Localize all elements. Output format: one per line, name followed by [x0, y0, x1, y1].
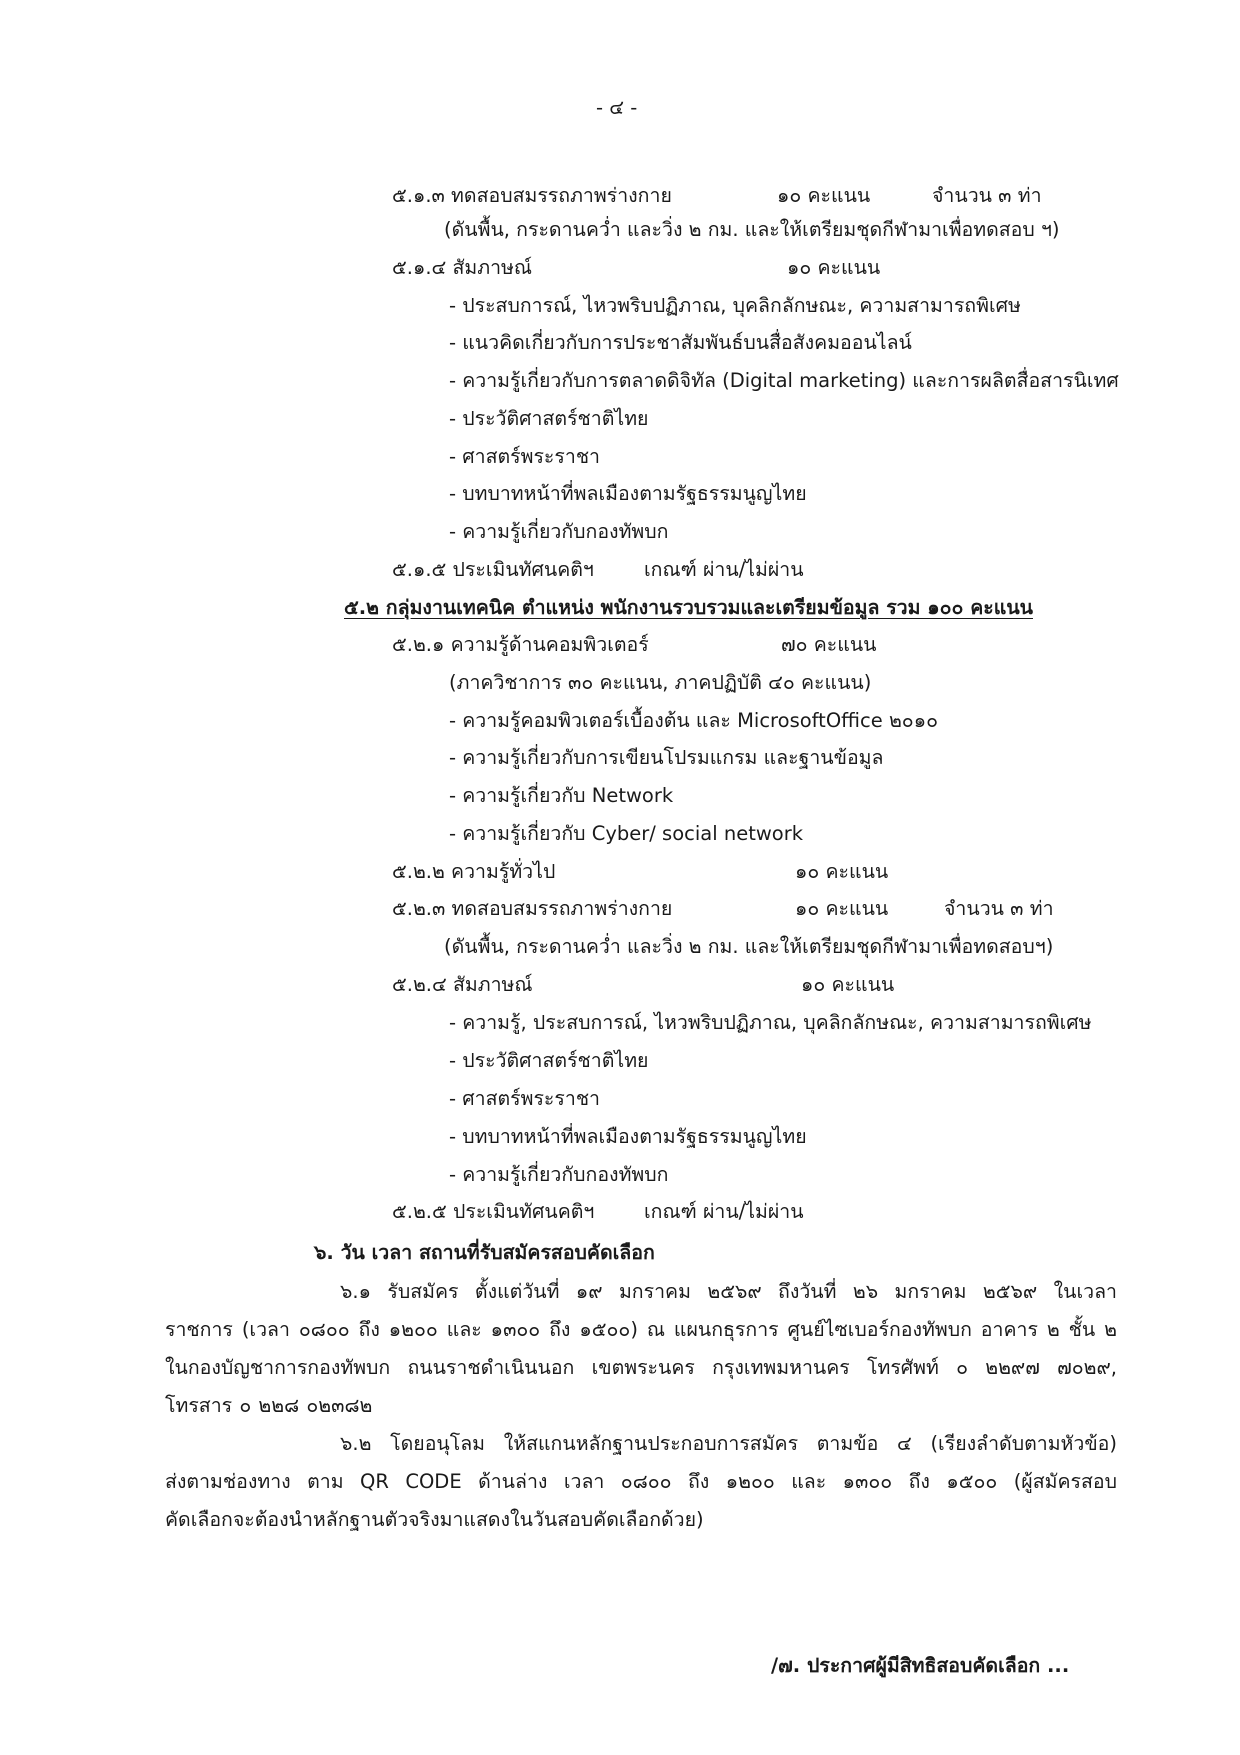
- item-5-1-4-bullet: - แนวคิดเกี่ยวกับการประชาสัมพันธ์บนสื่อสังคมออนไลน์: [449, 331, 912, 354]
- item-5-1-5-label: ๕.๑.๕ ประเมินทัศนคติฯ: [392, 558, 594, 581]
- item-5-2-4-bullet: - ความรู้เกี่ยวกับกองทัพบก: [449, 1163, 669, 1186]
- item-5-1-4-bullet: - บทบาทหน้าที่พลเมืองตามรัฐธรรมนูญไทย: [449, 482, 807, 505]
- item-5-1-3-note: (ดันพื้น, กระดานคว่ำ และวิ่ง ๒ กม. และให้เตรียมชุดกีฬามาเพื่อทดสอบ ฯ): [444, 218, 1060, 241]
- item-5-2-4-label: ๕.๒.๔ สัมภาษณ์: [392, 973, 533, 996]
- footer-continuation: /๗. ประกาศผู้มีสิทธิสอบคัดเลือก ...: [771, 1654, 1070, 1677]
- item-5-2-4-bullet: - ความรู้, ประสบการณ์, ไหวพริบปฏิภาณ, บุคลิกลักษณะ, ความสามารถพิเศษ: [449, 1011, 1092, 1034]
- item-5-2-3-note: (ดันพื้น, กระดานคว่ำ และวิ่ง ๒ กม. และให้เตรียมชุดกีฬามาเพื่อทดสอบฯ): [444, 935, 1054, 958]
- item-5-2-1-note: (ภาควิชาการ ๓๐ คะแนน, ภาคปฏิบัติ ๔๐ คะแนน): [449, 671, 872, 694]
- item-5-2-4-bullet: - บทบาทหน้าที่พลเมืองตามรัฐธรรมนูญไทย: [449, 1125, 807, 1148]
- item-5-2-1-bullet: - ความรู้เกี่ยวกับ Network: [449, 784, 674, 807]
- item-5-1-4-score: ๑๐ คะแนน: [787, 256, 881, 279]
- item-5-2-3-score: ๑๐ คะแนน: [795, 897, 889, 920]
- item-5-2-1-label: ๕.๒.๑ ความรู้ด้านคอมพิวเตอร์: [392, 633, 649, 656]
- item-5-1-3-count: จำนวน ๓ ท่า: [932, 184, 1042, 207]
- section-6-1-line: ในกองบัญชาการกองทัพบก ถนนราชดำเนินนอก เขตพระนคร กรุงเทพมหานคร โทรศัพท์ ๐ ๒๒๙๗ ๗๐๒๙,: [165, 1356, 1117, 1379]
- item-5-2-3-count: จำนวน ๓ ท่า: [944, 897, 1054, 920]
- item-5-2-1-bullet: - ความรู้เกี่ยวกับ Cyber/ social network: [449, 822, 804, 845]
- section-6-2-line: ส่งตามช่องทาง ตาม QR CODE ด้านล่าง เวลา ๐๘๐๐ ถึง ๑๒๐๐ และ ๑๓๐๐ ถึง ๑๕๐๐ (ผู้สมัครสอบ: [165, 1470, 1117, 1493]
- item-5-1-4-bullet: - ประสบการณ์, ไหวพริบปฏิภาณ, บุคลิกลักษณะ, ความสามารถพิเศษ: [449, 294, 1021, 317]
- section-6-heading: ๖. วัน เวลา สถานที่รับสมัครสอบคัดเลือก: [314, 1241, 655, 1264]
- item-5-1-3-score: ๑๐ คะแนน: [777, 184, 871, 207]
- item-5-1-3-label: ๕.๑.๓ ทดสอบสมรรถภาพร่างกาย: [392, 184, 672, 207]
- section-6-2-line: คัดเลือกจะต้องนำหลักฐานตัวจริงมาแสดงในวันสอบคัดเลือกด้วย): [165, 1508, 704, 1531]
- section-6-1-line: โทรสาร ๐ ๒๒๘ ๐๒๓๘๒: [165, 1394, 373, 1417]
- section-5-2-heading: ๕.๒ กลุ่มงานเทคนิค ตำแหน่ง พนักงานรวบรวมและเตรียมข้อมูล รวม ๑๐๐ คะแนน: [344, 596, 1033, 619]
- item-5-1-4-bullet: - ประวัติศาสตร์ชาติไทย: [449, 407, 649, 430]
- section-6-1-line: ราชการ (เวลา ๐๘๐๐ ถึง ๑๒๐๐ และ ๑๓๐๐ ถึง ๑๕๐๐) ณ แผนกธุรการ ศูนย์ไซเบอร์กองทัพบก อาคาร ๒ ชั้น ๒: [165, 1318, 1117, 1341]
- item-5-2-4-score: ๑๐ คะแนน: [801, 973, 895, 996]
- section-6-1-line: ๖.๑ รับสมัคร ตั้งแต่วันที่ ๑๙ มกราคม ๒๕๖๙ ถึงวันที่ ๒๖ มกราคม ๒๕๖๙ ในเวลา: [340, 1280, 1117, 1303]
- item-5-2-1-score: ๗๐ คะแนน: [781, 633, 877, 656]
- item-5-1-4-bullet: - ความรู้เกี่ยวกับกองทัพบก: [449, 520, 669, 543]
- item-5-2-2-score: ๑๐ คะแนน: [795, 860, 889, 883]
- item-5-2-2-label: ๕.๒.๒ ความรู้ทั่วไป: [392, 860, 556, 883]
- item-5-2-5-label: ๕.๒.๕ ประเมินทัศนคติฯ: [392, 1200, 595, 1223]
- item-5-2-4-bullet: - ประวัติศาสตร์ชาติไทย: [449, 1049, 649, 1072]
- item-5-1-4-bullet: - ความรู้เกี่ยวกับการตลาดดิจิทัล (Digital marketing) และการผลิตสื่อสารนิเทศ: [449, 369, 1119, 392]
- item-5-2-5-criteria: เกณฑ์ ผ่าน/ไม่ผ่าน: [644, 1200, 804, 1223]
- item-5-2-4-bullet: - ศาสตร์พระราชา: [449, 1087, 601, 1110]
- item-5-2-1-bullet: - ความรู้เกี่ยวกับการเขียนโปรมแกรม และฐานข้อมูล: [449, 746, 884, 769]
- section-6-2-line: ๖.๒ โดยอนุโลม ให้สแกนหลักฐานประกอบการสมัคร ตามข้อ ๔ (เรียงลำดับตามหัวข้อ): [340, 1432, 1117, 1455]
- item-5-1-4-label: ๕.๑.๔ สัมภาษณ์: [392, 256, 532, 279]
- item-5-2-1-bullet: - ความรู้คอมพิวเตอร์เบื้องต้น และ MicrosoftOffice ๒๐๑๐: [449, 709, 938, 732]
- item-5-1-5-criteria: เกณฑ์ ผ่าน/ไม่ผ่าน: [644, 558, 804, 581]
- page-number: - ๔ -: [596, 96, 638, 119]
- item-5-2-3-label: ๕.๒.๓ ทดสอบสมรรถภาพร่างกาย: [392, 897, 673, 920]
- item-5-1-4-bullet: - ศาสตร์พระราชา: [449, 445, 601, 468]
